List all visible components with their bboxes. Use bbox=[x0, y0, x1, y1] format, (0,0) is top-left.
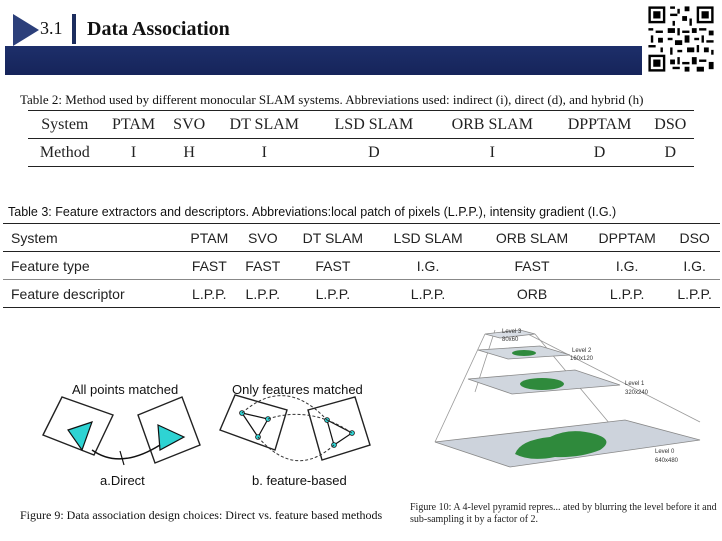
table2 bbox=[28, 110, 694, 167]
table2-cell: Method bbox=[28, 139, 102, 167]
section-divider bbox=[72, 14, 76, 44]
table2-cell: D bbox=[552, 139, 646, 167]
table2-cell: I bbox=[102, 139, 166, 167]
figure9-label-right: Only features matched bbox=[232, 382, 363, 397]
qr-code-icon[interactable] bbox=[646, 4, 716, 74]
table3-cell: L.P.P. bbox=[669, 280, 720, 308]
table3-header-cell: DPPTAM bbox=[585, 224, 669, 252]
table3-header-row bbox=[3, 224, 720, 252]
table3-header-cell: DSO bbox=[669, 224, 720, 252]
table3-cell: FAST bbox=[182, 252, 238, 280]
table2-header-cell: ORB SLAM bbox=[432, 111, 552, 139]
table3-cell: L.P.P. bbox=[182, 280, 238, 308]
tree-level-2-icon bbox=[512, 350, 536, 356]
level-2-name: Level 2 bbox=[572, 348, 592, 354]
table2-cell: H bbox=[166, 139, 213, 167]
table-row bbox=[28, 139, 694, 167]
table3-header-cell: System bbox=[3, 224, 182, 252]
table3-cell: L.P.P. bbox=[237, 280, 288, 308]
slide-header bbox=[0, 0, 722, 78]
table3-cell: ORB bbox=[479, 280, 585, 308]
level-1-size: 320x240 bbox=[625, 390, 649, 396]
table3-cell: L.P.P. bbox=[289, 280, 378, 308]
feature-frame-right bbox=[308, 397, 370, 460]
table3-header-cell: ORB SLAM bbox=[479, 224, 585, 252]
level-3-name: Level 3 bbox=[502, 329, 522, 335]
figure9-diagram bbox=[30, 375, 400, 495]
figure9-caption: Figure 9: Data association design choices: Direct vs. feature based methods bbox=[20, 508, 383, 522]
figure9-sub-right: b. feature-based bbox=[252, 473, 347, 488]
table2-header-cell: SVO bbox=[166, 111, 213, 139]
table3-header-cell: SVO bbox=[237, 224, 288, 252]
figure9-sub-left: a.Direct bbox=[100, 473, 145, 488]
table-row bbox=[3, 252, 720, 280]
table3 bbox=[3, 223, 720, 308]
tree-level-1-icon bbox=[520, 378, 564, 390]
direct-frame-left bbox=[43, 397, 113, 455]
table3-cell: I.G. bbox=[585, 252, 669, 280]
table3-caption: Table 3: Feature extractors and descriptors. Abbreviations:local patch of pixels (L.P.P.), intensity gradient (I.G.) bbox=[8, 205, 617, 219]
feature-frame-left bbox=[220, 395, 287, 450]
table2-cell: I bbox=[213, 139, 316, 167]
table2-header-cell: DSO bbox=[647, 111, 694, 139]
level-0-size: 640x480 bbox=[655, 458, 679, 464]
table3-cell: I.G. bbox=[669, 252, 720, 280]
table3-header-cell: DT SLAM bbox=[289, 224, 378, 252]
level-3-size: 80x60 bbox=[502, 337, 519, 343]
level-2-size: 160x120 bbox=[570, 356, 594, 362]
triangle-bullet-icon bbox=[13, 14, 39, 46]
figure9-label-left: All points matched bbox=[72, 382, 179, 397]
slide-title: Data Association bbox=[87, 18, 230, 40]
table3-cell: Feature type bbox=[3, 252, 182, 280]
header-band bbox=[5, 46, 642, 75]
table2-header-cell: LSD SLAM bbox=[316, 111, 432, 139]
table-row bbox=[3, 280, 720, 308]
table2-header-cell: DT SLAM bbox=[213, 111, 316, 139]
table2-caption: Table 2: Method used by different monocular SLAM systems. Abbreviations used: indirect (i), direct (d), and hybrid (h) bbox=[20, 92, 644, 107]
table3-cell: FAST bbox=[289, 252, 378, 280]
table2-cell: I bbox=[432, 139, 552, 167]
section-number: 3.1 bbox=[40, 18, 63, 38]
figure10-caption: Figure 10: A 4-level pyramid repres... ated by blurring the level before it and sub-sampling it by a factor of 2. bbox=[410, 502, 717, 525]
direct-tick-icon bbox=[120, 451, 124, 465]
table3-cell: I.G. bbox=[377, 252, 479, 280]
table2-cell: D bbox=[316, 139, 432, 167]
table2-header-cell: System bbox=[28, 111, 102, 139]
table3-cell: Feature descriptor bbox=[3, 280, 182, 308]
level-0-name: Level 0 bbox=[655, 449, 675, 455]
figure10-pyramid bbox=[420, 322, 720, 497]
table3-cell: L.P.P. bbox=[585, 280, 669, 308]
table2-header-row bbox=[28, 111, 694, 139]
table3-header-cell: LSD SLAM bbox=[377, 224, 479, 252]
direct-frame-right bbox=[138, 397, 200, 463]
table3-cell: L.P.P. bbox=[377, 280, 479, 308]
table2-header-cell: PTAM bbox=[102, 111, 166, 139]
table2-cell: D bbox=[647, 139, 694, 167]
table3-header-cell: PTAM bbox=[182, 224, 238, 252]
table3-cell: FAST bbox=[237, 252, 288, 280]
table3-cell: FAST bbox=[479, 252, 585, 280]
level-1-name: Level 1 bbox=[625, 381, 645, 387]
table2-header-cell: DPPTAM bbox=[552, 111, 646, 139]
